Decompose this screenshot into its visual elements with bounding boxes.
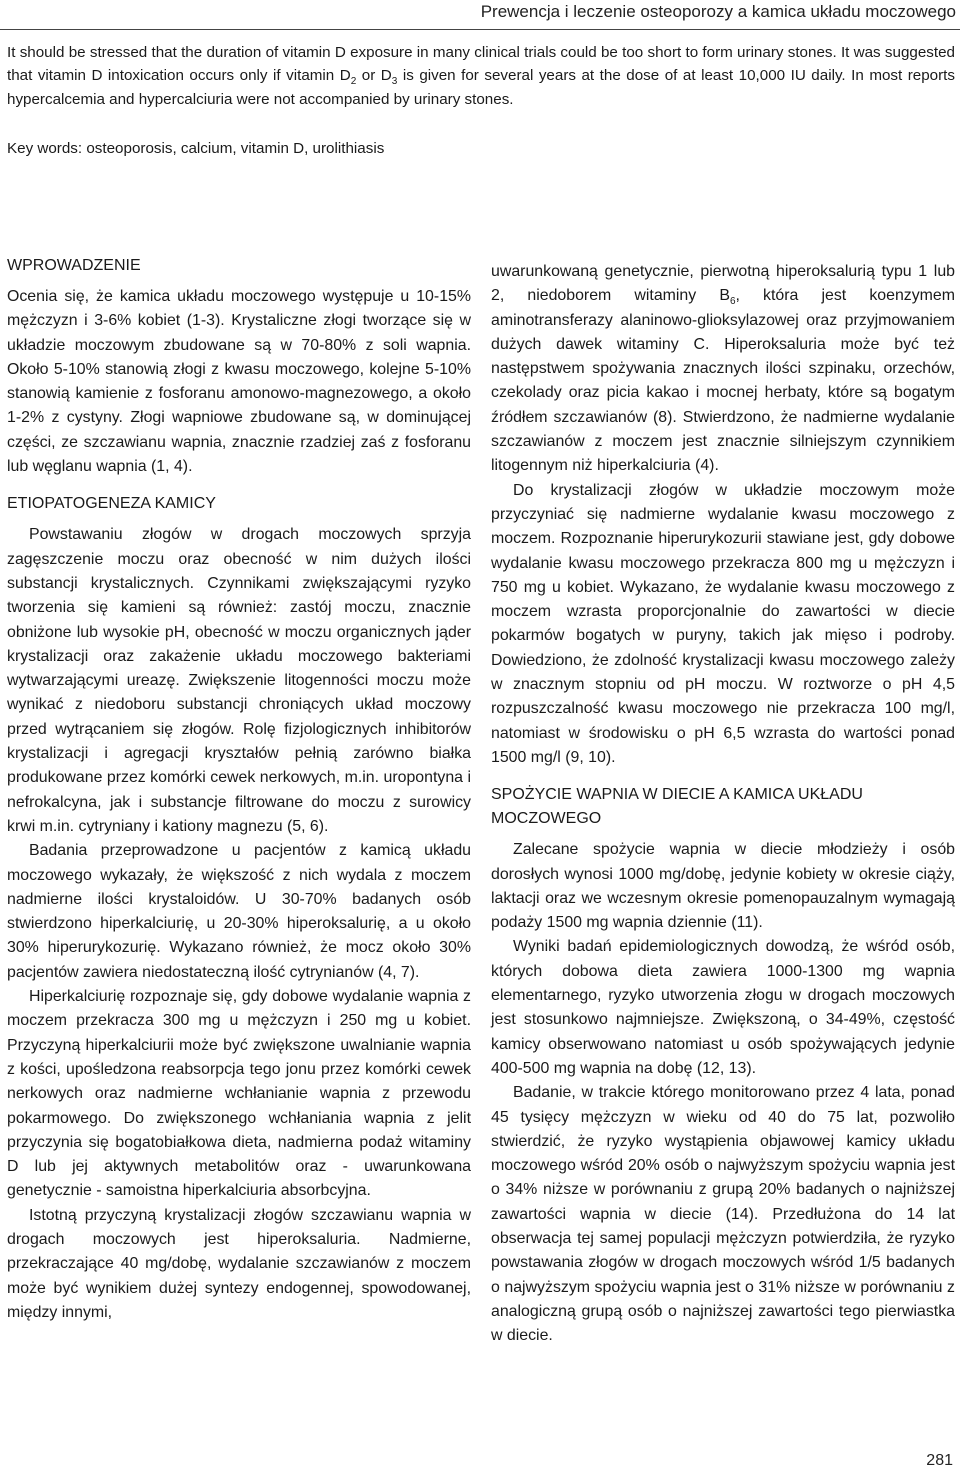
paragraph: Do krystalizacji złogów w układzie moczowym może przyczyniać się nadmierne wydalanie kwasu moczowego z moczem. Rozpoznanie hiperurykozurii stawiane jest, gdy dobowe wydalanie kwasu moczowego przekracza 800 mg u mężczyzn i 750 mg u kobiet. Wykazano, że wydalanie kwasu moczowego z moczem wzrasta proporcjonalnie do zawartości w diecie pokarmów bogatych w puryny, takich jak mięso i podroby. Dowiedziono, że zdolność krystalizacji kwasu moczowego zależy w znacznym stopniu od pH moczu. W roztworze o pH 4,5 rozpuszczalność kwasu moczowego nie przekracza 100 mg/l, natomiast w środowisku o pH 6,5 wzrasta do wartości ponad 1500 mg/l (9, 10). (491, 481, 955, 766)
running-header: Prewencja i leczenie osteoporozy a kamica układu moczowego (480, 2, 956, 21)
paragraph: Wyniki badań epidemiologicznych dowodzą, że wśród osób, których dobowa dieta zawiera 1000-1300 mg wapnia elementarnego, ryzyko utworzenia złogu w drogach moczowych jest stosunkowo najmniejsze. Zwiększoną, o 34-49%, częstość kamicy obserwowano natomiast u osób spożywających jedynie 400-500 mg wapnia na dobę (12, 13). (491, 938, 955, 1077)
header-divider (0, 29, 960, 30)
paragraph: Powstawaniu złogów w drogach moczowych sprzyja zagęszczenie moczu oraz obecność w nim dużych ilości substancji krystalicznych. Czynnikami zwiększającymi ryzyko tworzenia się kamieni są również: zastój moczu, znacznie obniżone lub wysokie pH, obecność w moczu organicznych jąder krystalizacji oraz zakażenie układu moczowego bakteriami wytwarzającymi ureazę. Zwiększenie litogenności moczu może wynikać z niedoboru substancji chroniących układ moczowy przed wytrącaniem się złogów. Rolę fizjologicznych inhibitorów krystalizacji i agregacji kryształów pełnią zarówno białka produkowane przez komórki cewek nerkowych, m.in. uropontyna i nefrokalcyna, jak i substancje filtrowane do moczu z surowicy krwi m.in. cytryniany i kationy magnezu (5, 6). (7, 526, 471, 835)
section-heading-etiopathogenesis: ETIOPATOGENEZA KAMICY (7, 495, 216, 513)
subscript-3: 3 (391, 76, 398, 88)
paragraph (491, 260, 955, 479)
left-column (7, 254, 471, 1325)
keywords: Key words: osteoporosis, calcium, vitamin D, urolithiasis (7, 140, 385, 157)
page-number: 281 (926, 1452, 953, 1469)
abstract-part-1: It should be stressed that the duration of vitamin D exposure in many clinical trials could be too short to form urinary stones. It was suggested that vitamin D intoxication occurs only if vitamin D (7, 44, 955, 85)
abstract-text (7, 41, 955, 111)
paragraph: Hiperkalciurię rozpoznaje się, gdy dobowe wydalanie wapnia z moczem przekracza 300 mg u mężczyzn i 250 mg u kobiet. Przyczyną hiperkalciurii może być zwiększone uwalnianie wapnia z kości, upośledzona reabsorpcja tego jonu przez komórki cewek nerkowych oraz nadmierne wchłanianie wapnia z przewodu pokarmowego. Do zwiększonego wchłaniania wapnia z jelit przyczynia się bogatobiałkowa dieta, nadmierna podaż witaminy D lub jej aktywnych metabolitów oraz - uwarunkowana genetycznie - samoistna hiperkalciuria absorbcyjna. (7, 988, 471, 1200)
section-heading-intro: WPROWADZENIE (7, 257, 141, 274)
abstract-part-3: is given for several years at the dose of at least 10,000 IU daily. In most reports hypercalcemia and hypercalciuria were not accompanied by urinary stones. (7, 67, 955, 108)
subscript-2: 2 (350, 76, 357, 88)
paragraph: Zalecane spożycie wapnia w diecie młodzieży i osób dorosłych wynosi 1000 mg/dobę, jedynie kobiety w okresie ciąży, laktacji oraz we wczesnym okresie pomenopauzalnym wymagają podaży 1500 mg wapnia dziennie (11). (491, 841, 955, 932)
paragraph: Istotną przyczyną krystalizacji złogów szczawianu wapnia w drogach moczowych jest hiperoksaluria. Nadmierne, przekraczające 40 mg/dobę, wydalanie szczawianów z moczem może być wynikiem dużej syntezy endogennej, spowodowanej, między innymi, (7, 1206, 471, 1321)
paragraph-part: , która jest koenzymem aminotransferazy alaninowo-glioksylazowej oraz przyjmowaniem dużych dawek witaminy C. Hiperoksaluria może być też następstwem spożywania znacznych ilości szpinaku, orzechów, czekolady oraz picia kakao i mocnej herbaty, które są bogatym źródłem szczawianów (8). Stwierdzono, że nadmierne wydalanie szczawianów z moczem jest znacznie silniejszym czynnikiem litogennym niż hiperkalciuria (4). (491, 287, 955, 475)
paragraph: Ocenia się, że kamica układu moczowego występuje u 10-15% mężczyzn i 3-6% kobiet (1-3). Krystaliczne złogi tworzące się w układzie moczowym zbudowane są w 70-80% z soli wapnia. Około 5-10% stanowią złogi z kwasu moczowego, kolejne 5-10% stanowią kamienie z fosforanu amonowo-magnezowego, a około 1-2% z cystyny. Złogi wapniowe zbudowane są, w dominującej części, ze szczawianu wapnia, znacznie rzadziej zaś z fosforanu lub węglanu wapnia (1, 4). (7, 288, 471, 476)
paragraph-part: uwarunkowaną genetycznie, pierwotną hiperoksalurią typu 1 lub 2, niedoborem witaminy B (491, 263, 955, 305)
subscript-6: 6 (729, 296, 736, 308)
paragraph: Badanie, w trakcie którego monitorowano przez 4 lata, ponad 45 tysięcy mężczyzn w wieku od 40 do 75 lat, pozwoliło stwierdzić, że ryzyko wystąpienia objawowej kamicy układu moczowego wśród 20% osób o najwyższym spożyciu wapnia jest o 34% niższe w porównaniu z grupą 20% badanych o najniższej zawartości wapnia w diecie (14). Przedłużona do 14 lat obserwacja tej samej populacji mężczyzn potwierdziła, że ryzyko powstawania złogów w drogach moczowych wśród 1/5 badanych o najwyższym spożyciu wapnia jest o 31% niższe w porównaniu z analogiczną grupą osób o najniższej zawartości tego pierwiastka w diecie. (491, 1084, 955, 1345)
paragraph: Badania przeprowadzone u pacjentów z kamicą układu moczowego wykazały, że większość z nich wydala z moczem nadmierne ilości krystaloidów. U 30-70% badanych osób stwierdzono hiperkalciurię, u 20-30% hiperoksalurię, a u około 30% hiperurykozurię. Wykazano również, że mocz około 30% pacjentów zawiera niedostateczną ilość cytrynianów (4, 7). (7, 842, 471, 981)
section-heading-calcium-diet: SPOŻYCIE WAPNIA W DIECIE A KAMICA UKŁADU MOCZOWEGO (491, 786, 863, 828)
abstract-part-2: or D (356, 67, 392, 85)
right-column (491, 260, 955, 1348)
